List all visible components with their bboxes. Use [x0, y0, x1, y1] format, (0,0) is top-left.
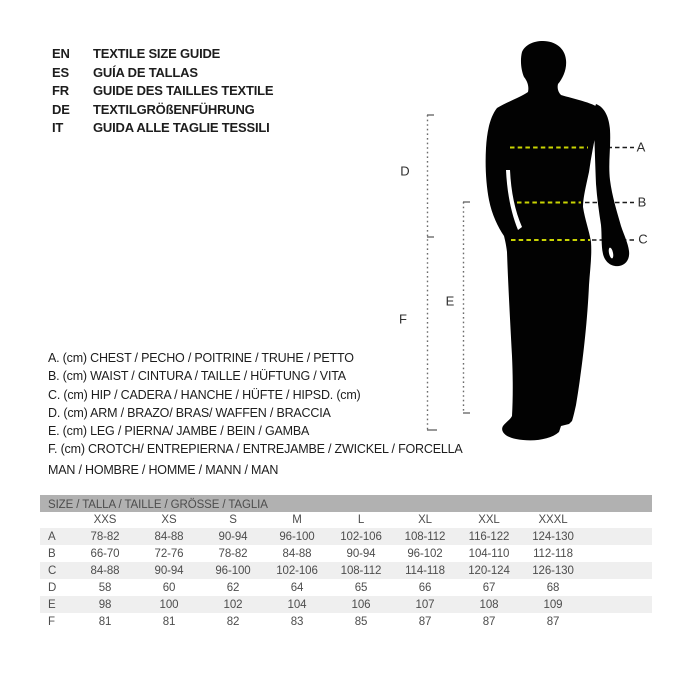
language-row	[52, 119, 273, 138]
table-title: SIZE / TALLA / TAILLE / GRÖSSE / TAGLIA	[48, 499, 268, 511]
cell: 116-122	[468, 530, 510, 543]
cell: 87	[546, 615, 560, 628]
row-label: E	[48, 598, 56, 611]
cell: 108-112	[404, 530, 446, 543]
cell: 104-110	[468, 547, 510, 560]
cell: 102	[223, 598, 243, 611]
language-row	[52, 64, 273, 83]
col-header-s: S	[229, 514, 237, 526]
language-row	[52, 101, 273, 120]
cell: 102-106	[340, 530, 382, 543]
cell: 58	[98, 581, 112, 594]
col-header-xxs: XXS	[93, 514, 117, 526]
left-arm-gap	[506, 170, 522, 230]
cell: 87	[482, 615, 496, 628]
cell: 84-88	[282, 547, 312, 560]
cell: 107	[415, 598, 435, 611]
cell: 124-130	[532, 530, 574, 543]
col-header-xl: XL	[418, 514, 432, 526]
table-row-arm	[40, 579, 652, 596]
cell: 90-94	[154, 564, 184, 577]
cell: 78-82	[218, 547, 248, 560]
category-man-label: MAN / HOMBRE / HOMME / MANN / MAN	[48, 463, 279, 477]
legend-chest: A. (cm) CHEST / PECHO / POITRINE / TRUHE / PETTO	[48, 351, 354, 365]
table-title-bar	[40, 495, 652, 512]
cell: 85	[354, 615, 368, 628]
cell: 96-100	[215, 564, 251, 577]
col-header-xxl: XXL	[478, 514, 500, 526]
row-label: A	[48, 530, 56, 543]
cell: 66-70	[90, 547, 120, 560]
cell: 65	[354, 581, 368, 594]
cell: 83	[290, 615, 304, 628]
man-silhouette-body	[486, 41, 601, 440]
table-header-row	[40, 512, 652, 528]
cell: 84-88	[90, 564, 120, 577]
cell: 102-106	[276, 564, 318, 577]
cell: 106	[351, 598, 371, 611]
cell: 109	[543, 598, 563, 611]
leg-label: E	[445, 293, 455, 309]
cell: 96-100	[279, 530, 315, 543]
language-code: IT	[52, 120, 64, 135]
cell: 100	[159, 598, 179, 611]
cell: 81	[98, 615, 112, 628]
table-row-hip	[40, 562, 652, 579]
cell: 120-124	[468, 564, 510, 577]
arm-label: D	[400, 163, 410, 179]
hip-label: C	[638, 231, 648, 247]
language-code: DE	[52, 101, 70, 117]
language-title-list	[52, 45, 273, 138]
language-code: EN	[52, 46, 70, 61]
col-header-xs: XS	[161, 514, 177, 526]
cell: 60	[162, 581, 176, 594]
table-row-crotch	[40, 613, 652, 630]
measurement-legend	[48, 349, 462, 459]
row-label: C	[48, 564, 57, 577]
cell: 114-118	[405, 564, 445, 577]
col-header-l: L	[357, 514, 365, 526]
cell: 82	[226, 615, 240, 628]
cell: 66	[418, 581, 432, 594]
col-header-m: M	[292, 514, 302, 526]
cell: 78-82	[90, 530, 120, 543]
cell: 90-94	[346, 547, 376, 560]
guide-title: GUIDE DES TAILLES TEXTILE	[93, 83, 274, 98]
legend-waist: B. (cm) WAIST / CINTURA / TAILLE / HÜFTUNG / VITA	[48, 369, 346, 384]
legend-crotch: F. (cm) CROTCH/ ENTREPIERNA / ENTREJAMBE / ZWICKEL / FORCELLA	[48, 442, 463, 457]
guide-title: GUÍA DE TALLAS	[93, 64, 198, 80]
cell: 96-102	[407, 547, 443, 560]
cell: 112-118	[533, 547, 573, 560]
language-code: FR	[52, 83, 69, 98]
cell: 104	[287, 598, 307, 611]
guide-title: TEXTILGRÖßENFÜHRUNG	[93, 101, 255, 117]
col-header-xxxl: XXXL	[538, 514, 568, 526]
cell: 126-130	[532, 564, 574, 577]
chest-label: A	[636, 139, 646, 155]
legend-arm: D. (cm) ARM / BRAZO/ BRAS/ WAFFEN / BRACCIA	[48, 405, 331, 420]
cell: 90-94	[218, 530, 248, 543]
row-label: B	[48, 547, 56, 560]
legend-leg: E. (cm) LEG / PIERNA/ JAMBE / BEIN / GAMBA	[48, 424, 310, 439]
crotch-label: F	[399, 311, 407, 327]
legend-hip: C. (cm) HIP / CADERA / HANCHE / HÜFTE / HIPSD. (cm)	[48, 387, 361, 402]
cell: 84-88	[154, 530, 184, 543]
thumb-notch	[608, 247, 614, 259]
size-table	[40, 495, 652, 630]
cell: 72-76	[154, 547, 184, 560]
cell: 108-112	[340, 564, 382, 577]
cell: 64	[290, 581, 304, 594]
language-row	[52, 45, 273, 64]
table-row-leg	[40, 596, 652, 613]
guide-title: TEXTILE SIZE GUIDE	[93, 46, 221, 61]
cell: 81	[162, 615, 176, 628]
man-silhouette-right-arm	[594, 104, 629, 266]
cell: 98	[98, 598, 112, 611]
table-row-chest	[40, 528, 652, 545]
guide-title: GUIDA ALLE TAGLIE TESSILI	[93, 120, 270, 135]
row-label: F	[48, 615, 55, 628]
waist-label: B	[637, 194, 647, 210]
cell: 67	[482, 581, 496, 594]
cell: 87	[418, 615, 432, 628]
cell: 68	[546, 581, 560, 594]
table-row-waist	[40, 545, 652, 562]
language-row	[52, 82, 273, 101]
cell: 62	[226, 581, 240, 594]
row-label: D	[48, 581, 57, 594]
cell: 108	[479, 598, 499, 611]
language-code: ES	[52, 64, 69, 80]
